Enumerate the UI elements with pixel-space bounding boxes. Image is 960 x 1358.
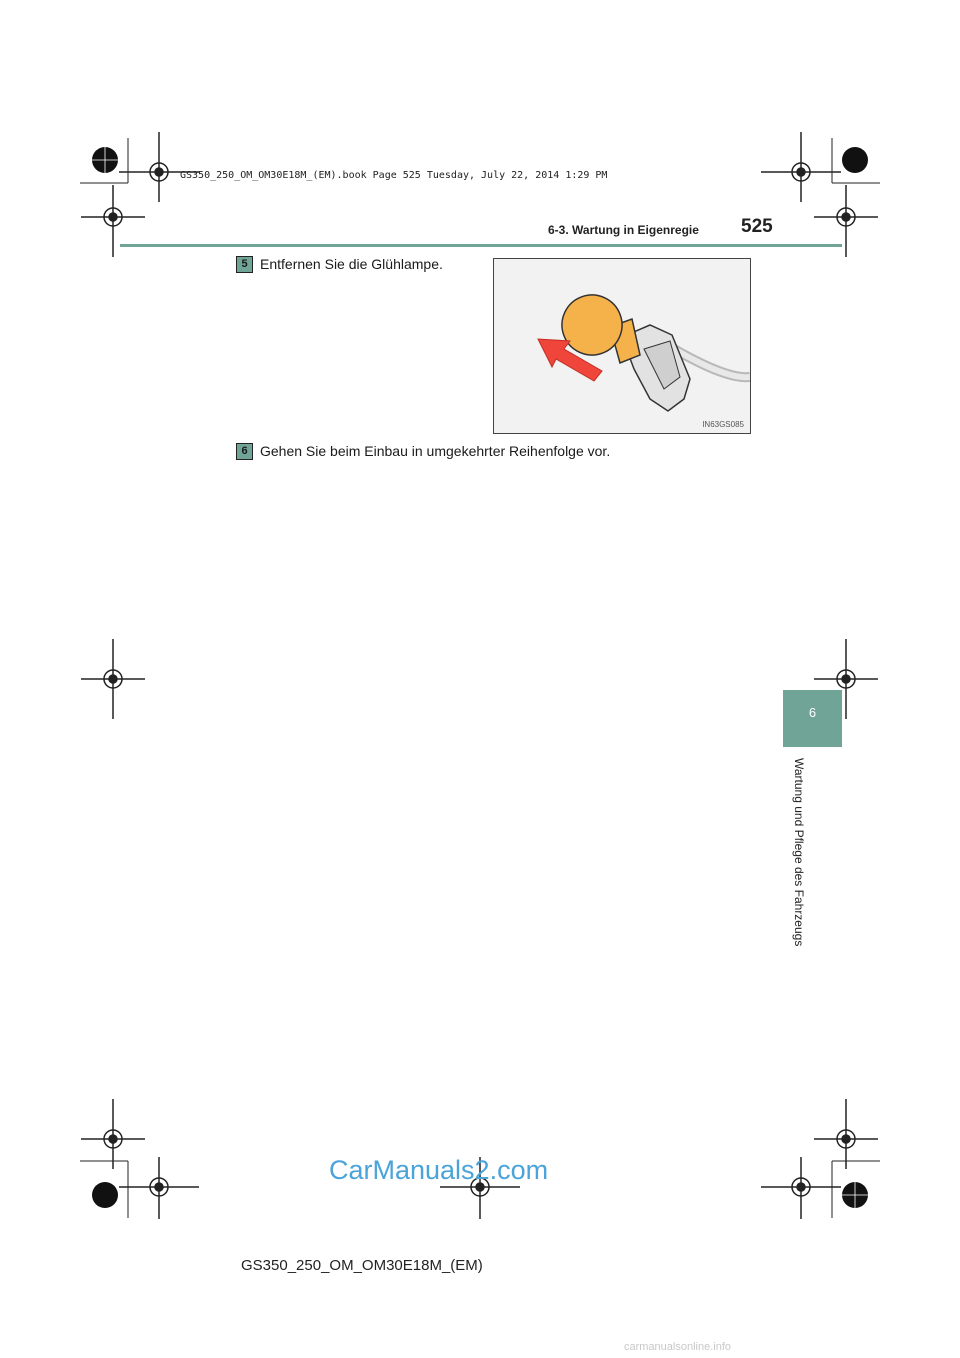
footer-model: GS350_250_OM_OM30E18M_(EM) [241,1257,483,1274]
bulb-removal-figure [493,258,751,434]
step-number-5: 5 [236,256,253,273]
figure-code: IN63GS085 [702,420,744,429]
watermark-site: CarManuals2.com [329,1155,549,1185]
step-text-5: Entfernen Sie die Glühlampe. [260,256,443,272]
page-number: 525 [741,216,773,237]
watermark-bottom: carmanualsonline.info [624,1341,732,1353]
step-text-6: Gehen Sie beim Einbau in umgekehrter Reihenfolge vor. [260,443,611,459]
bulb-illustration [494,259,750,433]
chapter-number: 6 [808,705,817,720]
header-rule [120,244,842,247]
step-number-6: 6 [236,443,253,460]
chapter-title: Wartung und Pflege des Fahrzeugs [792,758,806,947]
print-info: GS350_250_OM_OM30E18M_(EM).book Page 525 Tuesday, July 22, 2014 1:29 PM [180,170,608,181]
section-title: 6-3. Wartung in Eigenregie [548,223,699,237]
